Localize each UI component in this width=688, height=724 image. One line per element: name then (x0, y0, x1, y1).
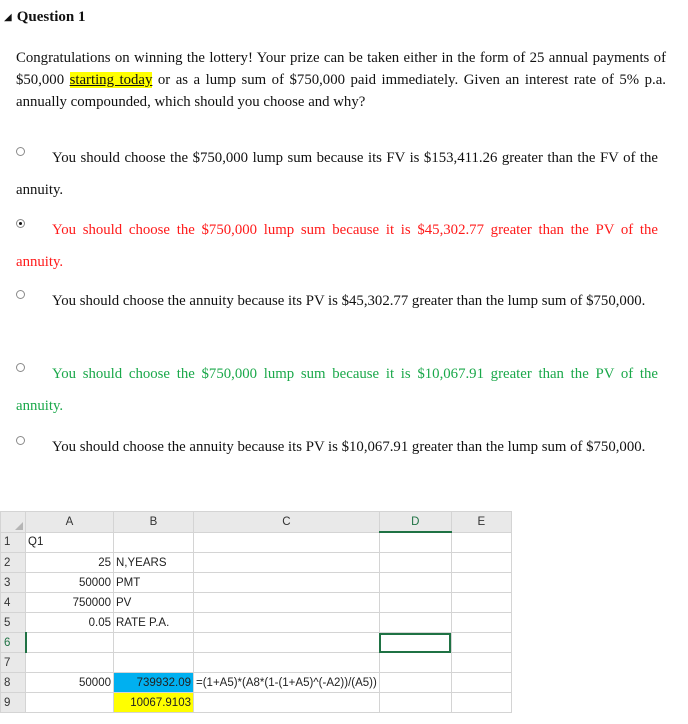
cell-b1[interactable] (114, 532, 194, 553)
cell-c1[interactable] (194, 532, 380, 553)
cell-e8[interactable] (451, 673, 511, 693)
question-text-part: or as a lump sum of $750,000 paid immediately. Given an interest rate of 5% p.a. annually compounded, which should you choose and why? (16, 72, 666, 110)
row-header-7[interactable]: 7 (1, 653, 26, 673)
option-label: You should choose the $750,000 lump sum because it is $45,302.77 greater than the PV of the annuity. (16, 222, 658, 270)
question-text-part: Congratulations on winning the lottery! Your prize can be taken either in the form of 25 annual payments of $50,000 (16, 50, 666, 88)
row-header-1[interactable]: 1 (1, 532, 26, 553)
row-header-2[interactable]: 2 (1, 553, 26, 573)
option-label: You should choose the annuity because its PV is $10,067.91 greater than the lump sum of $750,000. (52, 439, 646, 455)
collapse-triangle-icon[interactable]: ◢ (4, 12, 12, 23)
cell-d1[interactable] (379, 532, 451, 553)
cell-a6[interactable] (26, 633, 114, 653)
cell-a5[interactable]: 0.05 (26, 613, 114, 633)
row-header-9[interactable]: 9 (1, 693, 26, 713)
cell-e3[interactable] (451, 573, 511, 593)
cell-b2[interactable]: N,YEARS (114, 553, 194, 573)
cell-c3[interactable] (194, 573, 380, 593)
cell-e5[interactable] (451, 613, 511, 633)
option-label: You should choose the $750,000 lump sum because it is $10,067.91 greater than the PV of the annuity. (16, 366, 658, 414)
radio-button[interactable] (16, 147, 25, 156)
cell-c8-formula[interactable]: =(1+A5)*(A8*(1-(1+A5)^(-A2))/(A5)) (194, 673, 380, 693)
column-header-e[interactable]: E (451, 512, 511, 533)
cell-b4[interactable]: PV (114, 593, 194, 613)
question-title: Question 1 (16, 9, 86, 25)
cell-c5[interactable] (194, 613, 380, 633)
radio-button[interactable] (16, 363, 25, 372)
spreadsheet-grid (0, 511, 512, 713)
cell-d3[interactable] (379, 573, 451, 593)
row-header-4[interactable]: 4 (1, 593, 26, 613)
cell-a1[interactable]: Q1 (26, 532, 114, 553)
column-header-a[interactable]: A (26, 512, 114, 533)
option-label: You should choose the annuity because its PV is $45,302.77 greater than the lump sum of $750,000. (52, 293, 646, 309)
cell-e1[interactable] (451, 532, 511, 553)
cell-e4[interactable] (451, 593, 511, 613)
cell-b9[interactable]: 10067.9103 (114, 693, 194, 713)
answer-option-3[interactable] (16, 285, 658, 317)
answer-option-2[interactable] (16, 214, 658, 278)
cell-d8[interactable] (379, 673, 451, 693)
row-header-5[interactable]: 5 (1, 613, 26, 633)
radio-button[interactable] (16, 290, 25, 299)
answer-option-5[interactable] (16, 431, 658, 463)
cell-d5[interactable] (379, 613, 451, 633)
cell-d7[interactable] (379, 653, 451, 673)
cell-d2[interactable] (379, 553, 451, 573)
cell-d4[interactable] (379, 593, 451, 613)
question-header[interactable] (4, 9, 85, 26)
cell-c6[interactable] (194, 633, 380, 653)
select-all-corner[interactable] (1, 512, 26, 533)
cell-a3[interactable]: 50000 (26, 573, 114, 593)
row-header-3[interactable]: 3 (1, 573, 26, 593)
cell-d9[interactable] (379, 693, 451, 713)
cell-c4[interactable] (194, 593, 380, 613)
cell-a2[interactable]: 25 (26, 553, 114, 573)
cell-e6[interactable] (451, 633, 511, 653)
cell-e7[interactable] (451, 653, 511, 673)
answer-option-1[interactable] (16, 142, 658, 206)
option-label: You should choose the $750,000 lump sum because its FV is $153,411.26 greater than the FV of the annuity. (16, 150, 658, 198)
radio-button[interactable] (16, 436, 25, 445)
cell-a8[interactable]: 50000 (26, 673, 114, 693)
question-highlight: starting today (69, 72, 153, 88)
answer-option-4[interactable] (16, 358, 658, 422)
cell-b6[interactable] (114, 633, 194, 653)
row-header-6[interactable]: 6 (1, 633, 26, 653)
cell-c9[interactable] (194, 693, 380, 713)
spreadsheet-screenshot (0, 511, 512, 713)
cell-e9[interactable] (451, 693, 511, 713)
question-text (16, 47, 666, 113)
cell-a9[interactable] (26, 693, 114, 713)
cell-c7[interactable] (194, 653, 380, 673)
cell-a4[interactable]: 750000 (26, 593, 114, 613)
cell-c2[interactable] (194, 553, 380, 573)
cell-b7[interactable] (114, 653, 194, 673)
cell-b5[interactable]: RATE P.A. (114, 613, 194, 633)
column-header-d[interactable]: D (379, 512, 451, 533)
radio-button-selected[interactable] (16, 219, 25, 228)
column-header-b[interactable]: B (114, 512, 194, 533)
cell-a7[interactable] (26, 653, 114, 673)
selected-cell-d6[interactable] (379, 633, 451, 653)
row-header-8[interactable]: 8 (1, 673, 26, 693)
cell-b8[interactable]: 739932.09 (114, 673, 194, 693)
cell-b3[interactable]: PMT (114, 573, 194, 593)
column-header-c[interactable]: C (194, 512, 380, 533)
cell-e2[interactable] (451, 553, 511, 573)
